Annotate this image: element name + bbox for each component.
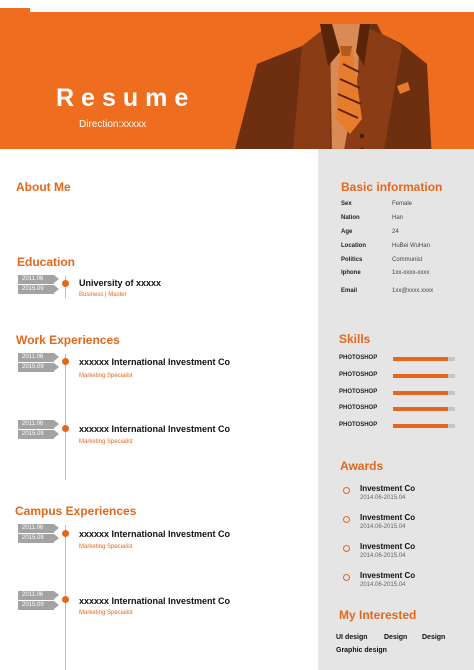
campus-subtitle: Marketing Specialist xyxy=(79,610,133,616)
work-date-tag xyxy=(18,353,58,373)
campus-heading: Campus Experiences xyxy=(15,504,137,518)
work-heading: Work Experiences xyxy=(16,333,120,347)
skill-bar xyxy=(393,424,455,428)
info-label: Email xyxy=(341,288,358,294)
date-notch xyxy=(54,275,59,283)
date-notch xyxy=(54,420,59,428)
award-date: 2014.06-2015.04 xyxy=(360,582,406,588)
skill-bar xyxy=(393,357,455,361)
work-timeline-line xyxy=(65,354,66,480)
campus-date-tag xyxy=(18,591,58,611)
timeline-dot xyxy=(62,425,69,432)
work-date-tag xyxy=(18,420,58,440)
date-end: 2015.09 xyxy=(18,363,54,372)
info-value: 24 xyxy=(392,229,399,235)
about-heading: About Me xyxy=(16,180,71,194)
campus-subtitle: Marketing Specialist xyxy=(79,544,133,550)
timeline-dot xyxy=(62,358,69,365)
education-heading: Education xyxy=(17,255,76,269)
award-bullet-icon xyxy=(343,516,350,523)
skill-fill xyxy=(393,357,448,361)
info-label: Nation xyxy=(341,215,360,221)
award-name: Investment Co xyxy=(360,542,416,551)
header-accent-tab xyxy=(0,8,30,12)
date-start: 2011.06 xyxy=(18,275,54,284)
info-label: Location xyxy=(341,243,366,249)
skill-name: PHOTOSHOP xyxy=(339,389,378,395)
timeline-dot xyxy=(62,596,69,603)
skill-name: PHOTOSHOP xyxy=(339,355,378,361)
campus-title: xxxxxx International Investment Co xyxy=(79,596,231,606)
award-name: Investment Co xyxy=(360,571,416,580)
info-label: Politics xyxy=(341,257,363,263)
skill-row xyxy=(339,372,459,380)
interest-item: Design xyxy=(384,634,408,641)
interest-item: UI design xyxy=(336,634,368,641)
info-value: Female xyxy=(392,201,413,207)
skill-name: PHOTOSHOP xyxy=(339,422,378,428)
date-end: 2015.09 xyxy=(18,601,54,610)
award-name: Investment Co xyxy=(360,484,416,493)
info-label: Age xyxy=(341,229,353,235)
award-bullet-icon xyxy=(343,487,350,494)
skill-row xyxy=(339,355,459,363)
award-date: 2014.06-2015.04 xyxy=(360,553,406,559)
skill-row xyxy=(339,422,459,430)
award-date: 2014.06-2015.04 xyxy=(360,495,406,501)
campus-title: xxxxxx International Investment Co xyxy=(79,529,231,539)
awards-heading: Awards xyxy=(340,459,384,473)
award-name: Investment Co xyxy=(360,513,416,522)
work-title: xxxxxx International Investment Co xyxy=(79,424,231,434)
info-value: HuBei WuHan xyxy=(392,243,430,249)
skill-bar xyxy=(393,374,455,378)
skill-fill xyxy=(393,407,448,411)
skill-bar xyxy=(393,391,455,395)
info-value: Han xyxy=(392,215,404,221)
info-label: Sex xyxy=(341,201,352,207)
skill-name: PHOTOSHOP xyxy=(339,405,378,411)
skill-fill xyxy=(393,424,448,428)
date-notch xyxy=(54,601,59,609)
date-notch xyxy=(54,534,59,542)
date-end: 2015.09 xyxy=(18,534,54,543)
interests-heading: My Interested xyxy=(339,608,417,622)
skill-bar xyxy=(393,407,455,411)
date-start: 2011.06 xyxy=(18,591,54,600)
timeline-dot xyxy=(62,530,69,537)
award-date: 2014.06-2015.04 xyxy=(360,524,406,530)
page-title: Resume xyxy=(56,84,196,112)
date-end: 2015.09 xyxy=(18,430,54,439)
header-banner xyxy=(0,12,474,149)
timeline-dot xyxy=(62,280,69,287)
date-start: 2011.06 xyxy=(18,353,54,362)
page-subtitle: Direction:xxxxx xyxy=(79,119,147,130)
date-notch xyxy=(54,285,59,293)
interest-item: Design xyxy=(422,634,446,641)
education-date-tag xyxy=(18,275,58,295)
basic-info-heading: Basic information xyxy=(341,180,443,194)
info-value: 1xx-xxxx-xxxx xyxy=(392,270,430,276)
work-subtitle: Marketing Specialist xyxy=(79,373,133,379)
date-notch xyxy=(54,430,59,438)
info-value: Communist xyxy=(392,257,423,263)
skill-name: PHOTOSHOP xyxy=(339,372,378,378)
education-subtitle: Business | Master xyxy=(79,292,127,298)
portrait-image xyxy=(232,24,432,149)
date-end: 2015.09 xyxy=(18,285,54,294)
campus-date-tag xyxy=(18,524,58,544)
date-notch xyxy=(54,524,59,532)
interest-item: Graphic design xyxy=(336,647,387,654)
skill-row xyxy=(339,405,459,413)
education-title: University of xxxxx xyxy=(79,278,162,288)
skill-fill xyxy=(393,391,448,395)
date-start: 2011.06 xyxy=(18,420,54,429)
header-top-strip xyxy=(0,0,474,12)
award-bullet-icon xyxy=(343,574,350,581)
skill-row xyxy=(339,389,459,397)
info-label: Iphone xyxy=(341,270,361,276)
skill-fill xyxy=(393,374,448,378)
work-title: xxxxxx International Investment Co xyxy=(79,357,231,367)
info-value: 1xx@xxxx.xxxx xyxy=(392,288,434,294)
skills-heading: Skills xyxy=(339,332,371,346)
date-start: 2011.06 xyxy=(18,524,54,533)
date-notch xyxy=(54,353,59,361)
work-subtitle: Marketing Specialist xyxy=(79,439,133,445)
date-notch xyxy=(54,591,59,599)
award-bullet-icon xyxy=(343,545,350,552)
date-notch xyxy=(54,363,59,371)
